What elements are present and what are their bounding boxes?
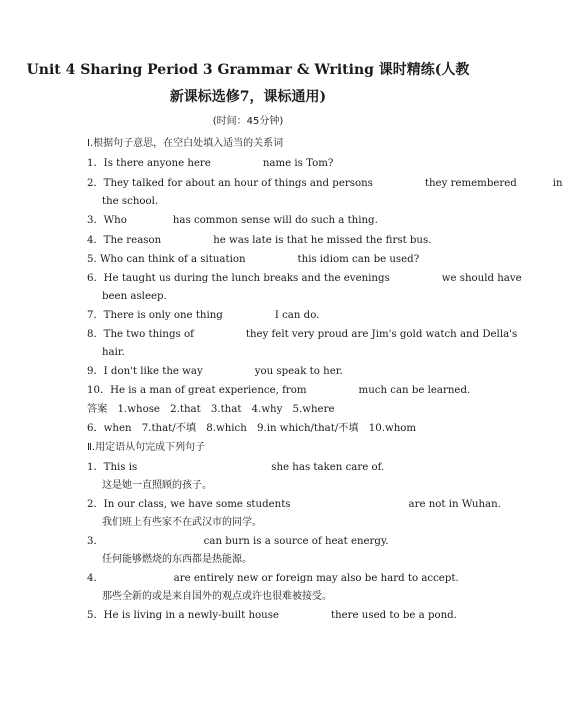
exercise-2-2 <box>87 498 501 511</box>
document-title-line-1: Unit 4 Sharing Period 3 Grammar & Writing 课时精练(人教 <box>26 62 470 78</box>
exercise-1-9 <box>87 365 343 378</box>
exercise-text: 1．Is there anyone here <box>87 158 211 169</box>
exercise-text: are not in Wuhan. <box>408 499 501 510</box>
exercise-text: in <box>552 178 563 189</box>
exercise-text: name is Tom? <box>262 158 334 169</box>
exercise-text: 3．Who <box>87 215 127 226</box>
exercise-1-2-continued: the school. <box>102 196 159 207</box>
exercise-text: 3． <box>87 536 104 547</box>
exercise-text: she has taken care of. <box>271 462 385 473</box>
exercise-text: 10．He is a man of great experience, from <box>87 385 307 396</box>
exercise-1-2 <box>87 177 563 190</box>
answer-key-line-2: 6．when 7.that/不填 8.which 9.in which/that/不填 10.whom <box>87 423 417 434</box>
exercise-2-3-translation: 任何能够燃烧的东西都是热能源。 <box>102 554 252 565</box>
exercise-2-5 <box>87 609 457 622</box>
exercise-2-1-translation: 这是她一直照顾的孩子。 <box>102 480 212 491</box>
exercise-text: 2．They talked for about an hour of things and persons <box>87 178 373 189</box>
exercise-text: 2．In our class, we have some students <box>87 499 291 510</box>
exercise-1-5 <box>87 253 419 266</box>
exercise-1-10 <box>87 384 470 397</box>
exercise-1-8-continued: hair. <box>102 347 125 358</box>
exercise-1-7 <box>87 309 319 322</box>
exercise-text: he was late is that he missed the first bus. <box>213 235 432 246</box>
exercise-text: you speak to her. <box>254 366 343 377</box>
exercise-text: 5. Who can think of a situation <box>87 254 246 265</box>
exercise-text: 4．The reason <box>87 235 162 246</box>
answer-key-line-1: 答案 1.whose 2.that 3.that 4.why 5.where <box>87 404 335 415</box>
exercise-text: 8．The two things of <box>87 329 194 340</box>
exercise-text: 7．There is only one thing <box>87 310 223 321</box>
exercise-2-1 <box>87 461 384 474</box>
exercise-text: has common sense will do such a thing. <box>172 215 378 226</box>
exercise-text: there used to be a pond. <box>330 610 457 621</box>
section-1-heading: Ⅰ.根据句子意思，在空白处填入适当的关系词 <box>87 138 284 149</box>
exercise-text: are entirely new or foreign may also be hard to accept. <box>173 573 459 584</box>
exercise-text: I can do. <box>274 310 320 321</box>
exercise-text: 1．This is <box>87 462 138 473</box>
document-title-line-2: 新课标选修7，课标通用) <box>169 89 327 105</box>
exercise-text: they felt very proud are Jim's gold watch and Della's <box>245 329 518 340</box>
exercise-1-1 <box>87 157 333 170</box>
exercise-text: 4． <box>87 573 104 584</box>
exercise-2-3 <box>87 535 389 548</box>
exercise-2-4-translation: 那些全新的或是来自国外的观点或许也很难被接受。 <box>102 591 332 602</box>
time-limit: (时间：45分钟) <box>212 116 284 127</box>
exercise-2-2-translation: 我们班上有些家不在武汉市的同学。 <box>102 517 262 528</box>
exercise-text: much can be learned. <box>358 385 471 396</box>
exercise-text: 9．I don't like the way <box>87 366 203 377</box>
exercise-text: this idiom can be used? <box>297 254 420 265</box>
exercise-text: they remembered <box>424 178 517 189</box>
section-2-heading: Ⅱ.用定语从句完成下列句子 <box>87 442 206 453</box>
exercise-1-6-continued: been asleep. <box>102 291 167 302</box>
exercise-1-8 <box>87 328 517 341</box>
exercise-1-4 <box>87 234 431 247</box>
exercise-text: can burn is a source of heat energy. <box>203 536 389 547</box>
exercise-1-6 <box>87 272 522 285</box>
exercise-1-3 <box>87 214 378 227</box>
exercise-2-4 <box>87 572 459 585</box>
exercise-text: we should have <box>441 273 522 284</box>
exercise-text: 6．He taught us during the lunch breaks and the evenings <box>87 273 390 284</box>
exercise-text: 5．He is living in a newly-built house <box>87 610 279 621</box>
